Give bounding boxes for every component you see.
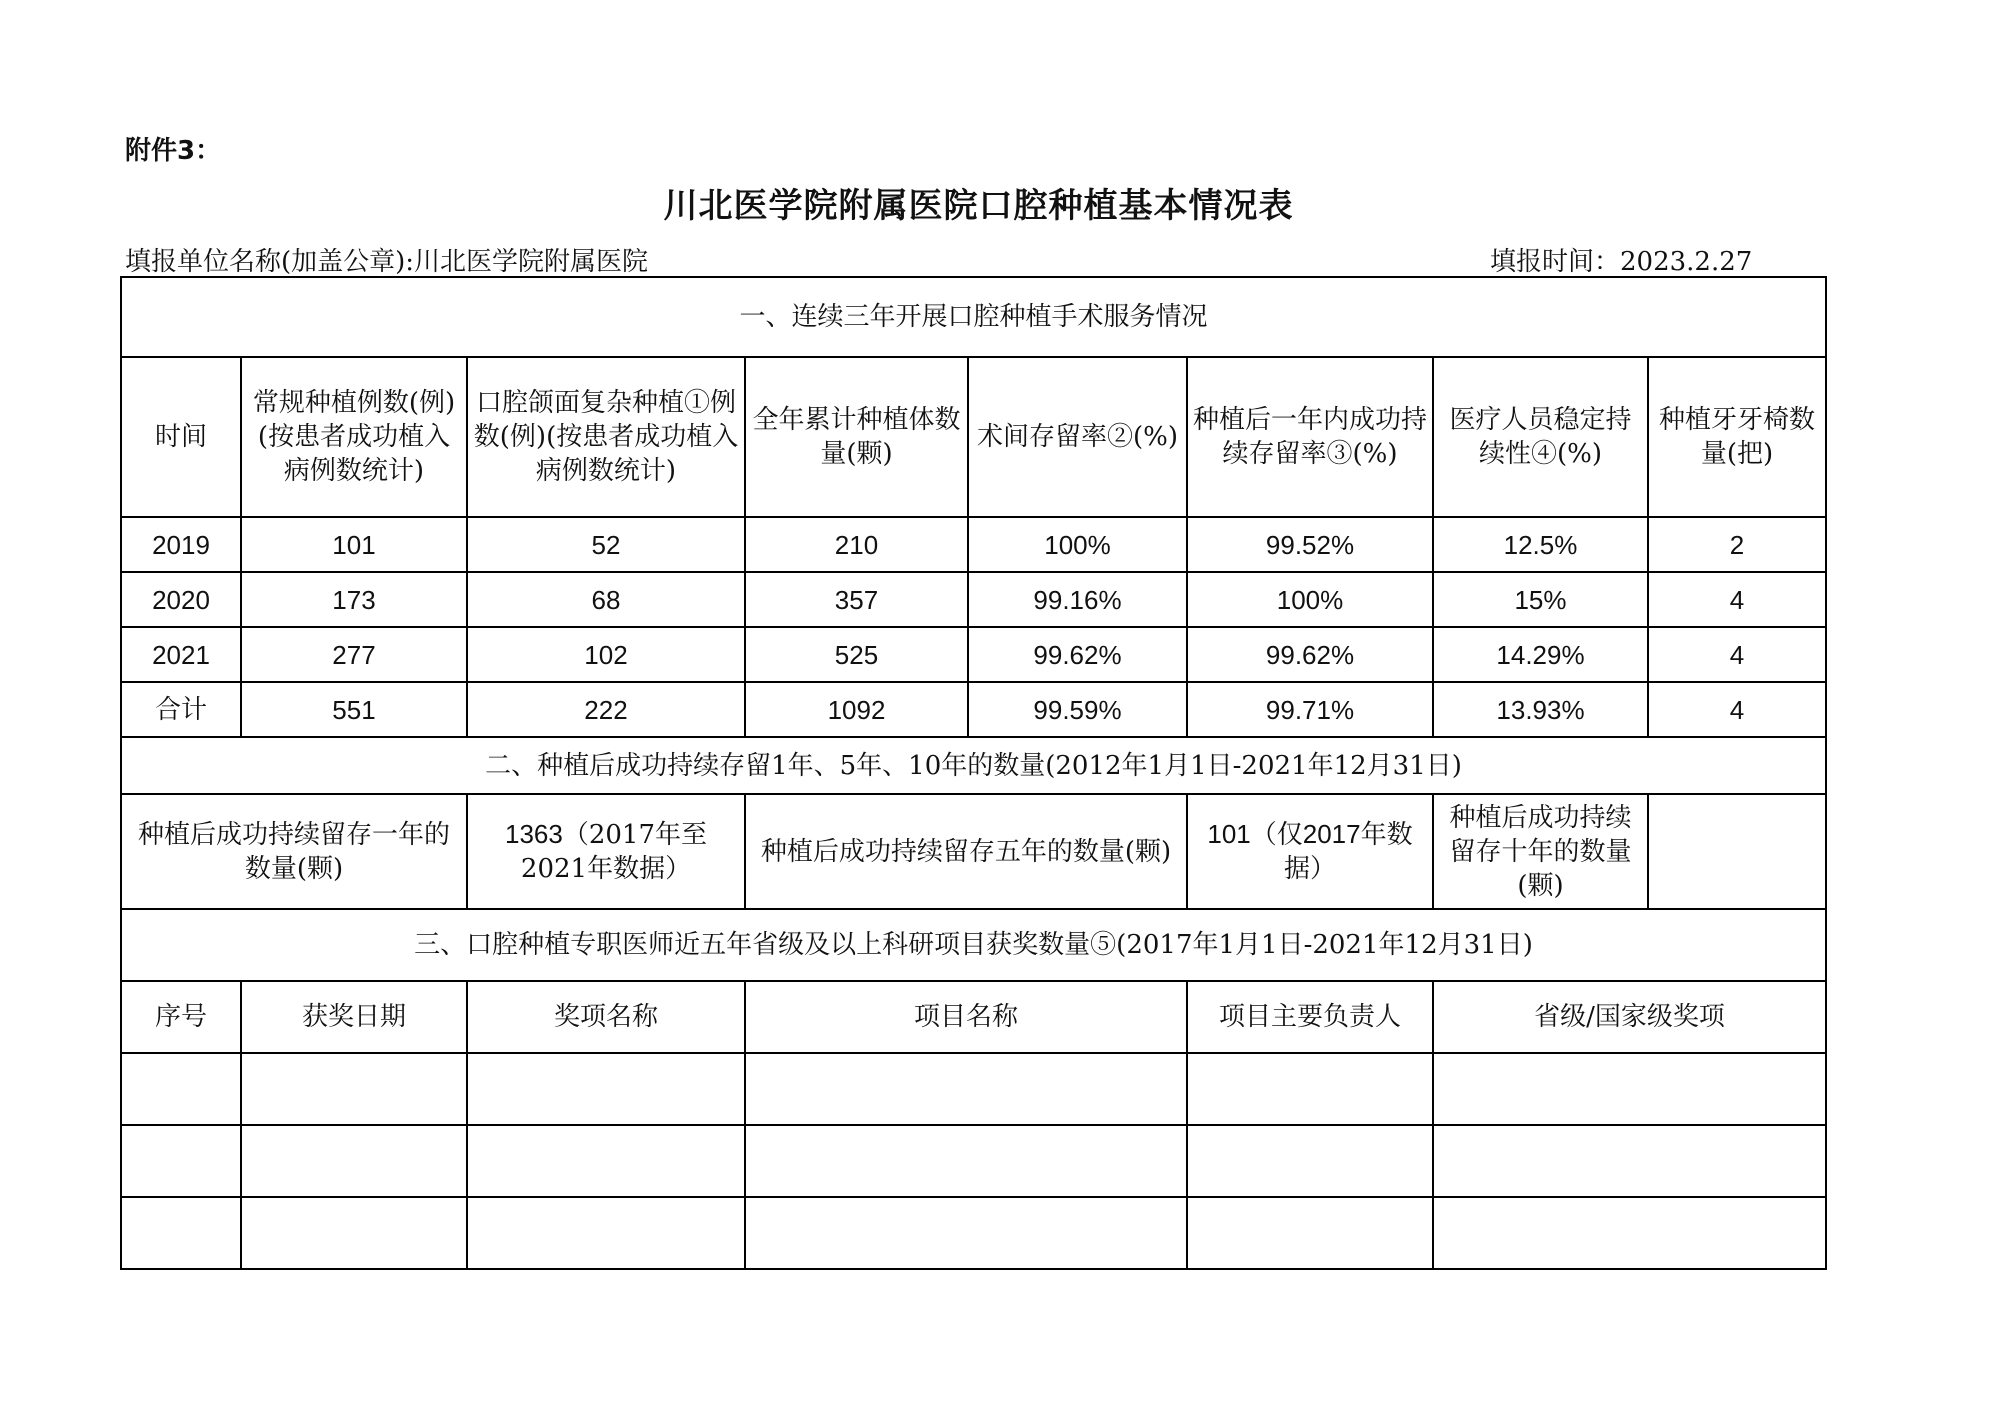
header-chairs: 种植牙牙椅数量(把) xyxy=(1648,357,1826,517)
empty-cell xyxy=(1433,1197,1826,1269)
header-one-year: 种植后一年内成功持续存留率③(%) xyxy=(1187,357,1433,517)
header-index: 序号 xyxy=(121,981,241,1053)
one-year-label: 种植后成功持续留存一年的数量(颗) xyxy=(121,794,467,909)
cell-staff: 12.5% xyxy=(1433,517,1648,572)
empty-cell xyxy=(241,1053,467,1125)
cell-complex: 52 xyxy=(467,517,745,572)
section1-title: 一、连续三年开展口腔种植手术服务情况 xyxy=(121,277,1826,357)
cell-one-year: 99.71% xyxy=(1187,682,1433,737)
empty-cell xyxy=(241,1197,467,1269)
cell-total: 357 xyxy=(745,572,968,627)
table-row-total xyxy=(121,682,1826,737)
header-award-date: 获奖日期 xyxy=(241,981,467,1053)
cell-chairs: 4 xyxy=(1648,627,1826,682)
header-staff: 医疗人员稳定持续性④(%) xyxy=(1433,357,1648,517)
cell-retention: 99.62% xyxy=(968,627,1187,682)
cell-retention: 99.16% xyxy=(968,572,1187,627)
empty-cell xyxy=(241,1125,467,1197)
empty-row xyxy=(121,1197,1826,1269)
cell-complex: 222 xyxy=(467,682,745,737)
empty-cell xyxy=(121,1125,241,1197)
table-row xyxy=(121,627,1826,682)
ten-year-label: 种植后成功持续留存十年的数量(颗) xyxy=(1433,794,1648,909)
five-year-label: 种植后成功持续留存五年的数量(颗) xyxy=(745,794,1187,909)
fill-unit: 填报单位名称(加盖公章):川北医学院附属医院 xyxy=(125,247,649,277)
one-year-count: 1363 xyxy=(504,819,563,849)
cell-time: 2020 xyxy=(121,572,241,627)
empty-cell xyxy=(121,1053,241,1125)
header-award-name: 奖项名称 xyxy=(467,981,745,1053)
header-award-level: 省级/国家级奖项 xyxy=(1433,981,1826,1053)
cell-routine: 551 xyxy=(241,682,467,737)
ten-year-value xyxy=(1648,794,1826,909)
cell-chairs: 4 xyxy=(1648,572,1826,627)
section2-title: 二、种植后成功持续存留1年、5年、10年的数量(2012年1月1日-2021年12月31日) xyxy=(121,737,1826,794)
cell-retention: 100% xyxy=(968,517,1187,572)
cell-total: 525 xyxy=(745,627,968,682)
empty-cell xyxy=(1187,1125,1433,1197)
attachment-label: 附件3： xyxy=(125,136,222,166)
header-routine: 常规种植例数(例)(按患者成功植入病例数统计) xyxy=(241,357,467,517)
five-year-note-a: （仅 xyxy=(1250,820,1303,850)
cell-time: 2021 xyxy=(121,627,241,682)
empty-cell xyxy=(121,1197,241,1269)
cell-complex: 102 xyxy=(467,627,745,682)
cell-one-year: 99.52% xyxy=(1187,517,1433,572)
cell-routine: 277 xyxy=(241,627,467,682)
five-year-value xyxy=(1187,794,1433,909)
empty-cell xyxy=(467,1197,745,1269)
header-retention: 术间存留率②(%) xyxy=(968,357,1187,517)
header-total-implants: 全年累计种植体数量(颗) xyxy=(745,357,968,517)
page-title: 川北医学院附属医院口腔种植基本情况表 xyxy=(663,186,1294,226)
header-time: 时间 xyxy=(121,357,241,517)
cell-one-year: 100% xyxy=(1187,572,1433,627)
empty-cell xyxy=(467,1125,745,1197)
table-row xyxy=(121,517,1826,572)
empty-cell xyxy=(1433,1053,1826,1125)
cell-time: 2019 xyxy=(121,517,241,572)
cell-time: 合计 xyxy=(121,682,241,737)
fill-time: 填报时间：2023.2.27 xyxy=(1490,247,1753,277)
empty-cell xyxy=(745,1197,1187,1269)
cell-total: 1092 xyxy=(745,682,968,737)
five-year-count: 101 xyxy=(1207,819,1251,849)
cell-staff: 13.93% xyxy=(1433,682,1648,737)
one-year-note: （2017年至2021年数据） xyxy=(520,820,707,884)
empty-row xyxy=(121,1125,1826,1197)
empty-cell xyxy=(1187,1053,1433,1125)
section3-title: 三、口腔种植专职医师近五年省级及以上科研项目获奖数量⑤(2017年1月1日-2021年12月31日) xyxy=(121,909,1826,981)
empty-cell xyxy=(1187,1197,1433,1269)
cell-staff: 14.29% xyxy=(1433,627,1648,682)
five-year-note-year: 2017 xyxy=(1302,819,1361,849)
implant-table xyxy=(120,276,1827,1270)
empty-row xyxy=(121,1053,1826,1125)
cell-routine: 101 xyxy=(241,517,467,572)
header-complex: 口腔颌面复杂种植①例数(例)(按患者成功植入病例数统计) xyxy=(467,357,745,517)
empty-cell xyxy=(745,1125,1187,1197)
header-project-leader: 项目主要负责人 xyxy=(1187,981,1433,1053)
cell-routine: 173 xyxy=(241,572,467,627)
cell-chairs: 2 xyxy=(1648,517,1826,572)
cell-total: 210 xyxy=(745,517,968,572)
empty-cell xyxy=(745,1053,1187,1125)
cell-complex: 68 xyxy=(467,572,745,627)
cell-staff: 15% xyxy=(1433,572,1648,627)
one-year-value xyxy=(467,794,745,909)
empty-cell xyxy=(467,1053,745,1125)
cell-chairs: 4 xyxy=(1648,682,1826,737)
five-year-note-b: 年数据） xyxy=(1283,820,1413,884)
cell-one-year: 99.62% xyxy=(1187,627,1433,682)
empty-cell xyxy=(1433,1125,1826,1197)
header-project-name: 项目名称 xyxy=(745,981,1187,1053)
table-row xyxy=(121,572,1826,627)
cell-retention: 99.59% xyxy=(968,682,1187,737)
